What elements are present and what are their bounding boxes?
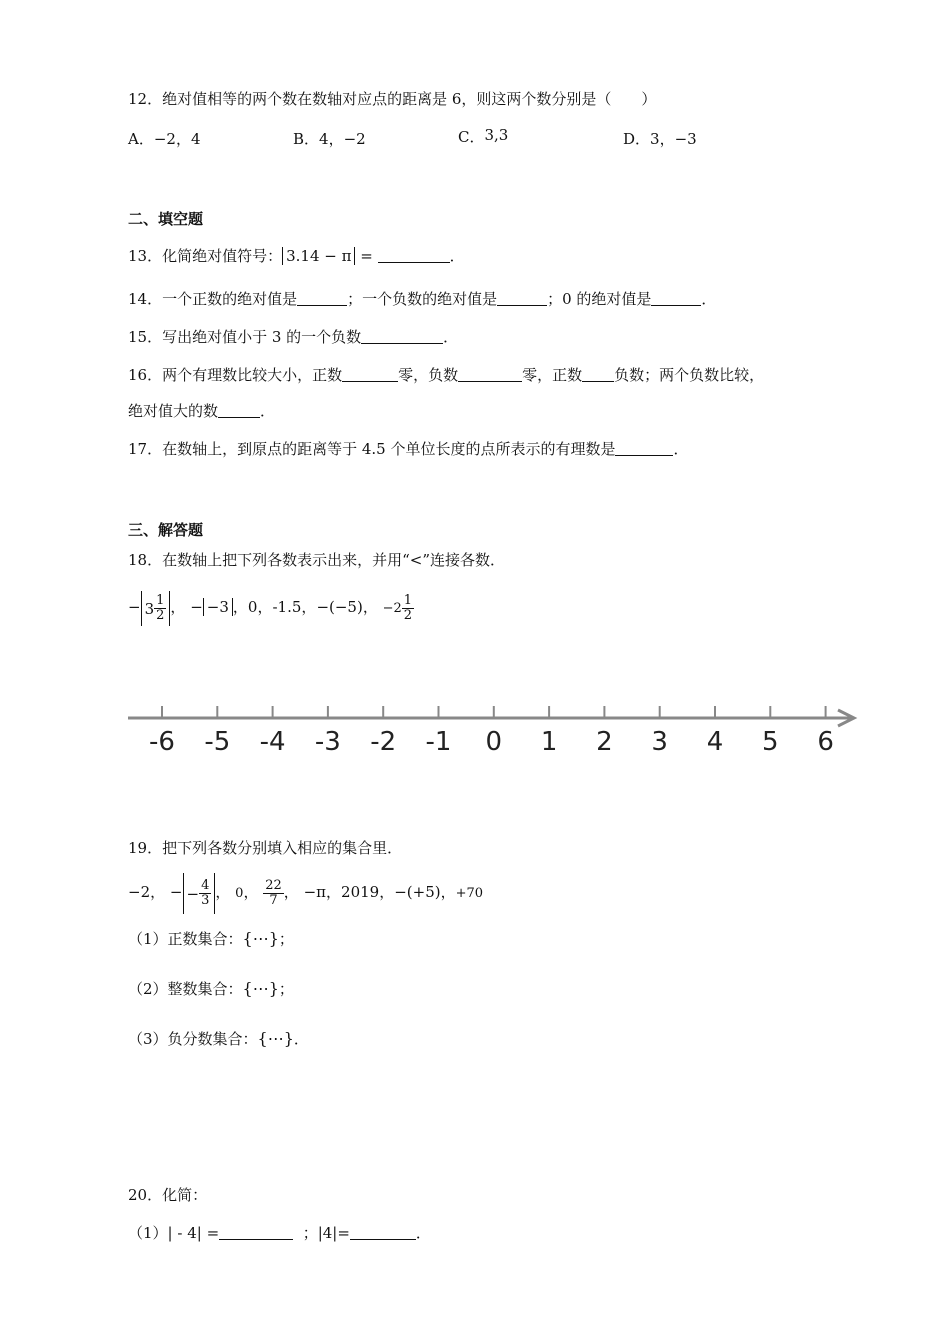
q15-text: 15．写出绝对值小于 3 的一个负数	[128, 328, 362, 346]
q17-blank[interactable]	[615, 440, 673, 456]
q19-sub3-end: ．	[293, 1030, 309, 1048]
q19-sub-3	[128, 1028, 309, 1050]
q20-sub1-text-a: （1）| - 4| =	[128, 1224, 220, 1242]
number-line-label: 5	[762, 727, 779, 757]
q20-sub1-text-b: ；|4|=	[302, 1224, 350, 1242]
number-line-label: -5	[204, 727, 231, 757]
q14-text-b: ；一个负数的绝对值是	[347, 290, 498, 308]
q18-n1-whole: 3	[144, 599, 155, 618]
q18-numbers	[128, 590, 414, 626]
q19-n5: −π	[303, 883, 327, 901]
separator: ，	[243, 883, 259, 901]
q19-sub-2	[128, 978, 294, 1000]
separator: ，	[301, 598, 317, 616]
number-line-label: -4	[259, 727, 286, 757]
q17	[128, 438, 689, 460]
q12-option-b[interactable]	[293, 128, 366, 149]
number-line-label: 4	[706, 727, 724, 757]
q14-text-a: 14．一个正数的绝对值是	[128, 290, 298, 308]
separator: ，	[326, 883, 342, 901]
q16-line-1	[128, 364, 764, 386]
q19-sub2-label: （2）整数集合：	[128, 980, 243, 998]
q16-end: ．	[260, 402, 276, 420]
q18-n6-whole: −2	[382, 601, 402, 616]
q15-blank[interactable]	[361, 328, 443, 344]
q18-n2-sign: −	[190, 598, 203, 616]
q20-end: ．	[415, 1224, 431, 1242]
q19-n1: −2	[128, 883, 151, 901]
q14-text-c: ；0 的绝对值是	[547, 290, 652, 308]
q17-end: ．	[673, 440, 689, 458]
q17-text: 17．在数轴上，到原点的距离等于 4.5 个单位长度的点所表示的有理数是	[128, 440, 616, 458]
q18-n4: -1.5	[272, 598, 302, 616]
q16-blank-3[interactable]	[582, 366, 614, 382]
option-letter: C．	[458, 128, 485, 146]
separator: ，	[283, 883, 299, 901]
section-title-solve: 三、解答题	[128, 521, 204, 539]
separator: ，	[150, 883, 166, 901]
number-line-label: 0	[485, 727, 503, 757]
number-line-marks	[149, 706, 834, 757]
q19-n2-fraction	[199, 879, 211, 908]
q16-text-a: 16．两个有理数比较大小，正数	[128, 366, 343, 384]
q19-n2-inner-sign: −	[186, 884, 200, 903]
q19-n6: 2019	[341, 883, 380, 901]
option-text: 3,3	[484, 126, 509, 144]
q16-line-2	[128, 400, 275, 422]
q19-n2-sign: −	[169, 883, 183, 901]
q13-abs-expression: 3.14 − π	[282, 247, 355, 265]
q16-text-c: 零，正数	[522, 366, 583, 384]
fraction-denominator: 7	[269, 892, 278, 908]
q18-n5: −(−5)	[316, 598, 363, 616]
number-line-label: -3	[314, 727, 341, 757]
option-text: −2，4	[153, 130, 201, 148]
number-line-label: -6	[149, 727, 175, 757]
q13-prefix: 13．化简绝对值符号：	[128, 247, 283, 265]
fraction-denominator: 3	[201, 893, 210, 908]
q16-text-e: 绝对值大的数	[128, 402, 219, 420]
option-letter: D．	[623, 130, 651, 148]
q19-sub3-set[interactable]: {⋯}	[257, 1029, 294, 1048]
q16-blank-1[interactable]	[342, 366, 398, 382]
q19-n3: 0	[235, 886, 244, 901]
number-line-label: 2	[596, 727, 613, 757]
q19-sub2-set[interactable]: {⋯}	[242, 979, 279, 998]
q14-blank-3[interactable]	[651, 290, 701, 306]
q18-stem: 18．在数轴上把下列各数表示出来，并用“<”连接各数．	[128, 551, 505, 569]
q13-answer-blank[interactable]	[378, 247, 450, 263]
q20-sub-1	[128, 1222, 431, 1244]
fraction-numerator: 4	[201, 878, 210, 893]
fraction-numerator: 1	[156, 593, 165, 608]
q18-n2-abs: −3	[203, 598, 233, 616]
q19-n8: +70	[455, 886, 484, 901]
q19-sub-1	[128, 928, 294, 950]
q19-stem: 19．把下列各数分别填入相应的集合里．	[128, 839, 403, 857]
q14	[128, 288, 716, 310]
separator: ，	[440, 883, 456, 901]
option-letter: A．	[128, 130, 154, 148]
q18-n1-fraction	[154, 594, 166, 623]
q19-sub2-end: ；	[278, 980, 294, 998]
separator: ，	[170, 598, 186, 616]
q13-equals: =	[355, 247, 378, 265]
number-line-label: -1	[425, 727, 452, 757]
q13-end: ．	[449, 247, 465, 265]
q19-sub1-label: （1）正数集合：	[128, 930, 243, 948]
fraction-denominator: 2	[403, 607, 413, 623]
number-line-label: 6	[817, 727, 834, 757]
q12-option-a[interactable]	[128, 128, 201, 149]
separator: ，	[257, 598, 273, 616]
separator: ，	[362, 598, 378, 616]
q15	[128, 326, 458, 348]
separator: ，	[379, 883, 395, 901]
q16-blank-2[interactable]	[458, 366, 522, 382]
number-line-label: 3	[651, 727, 668, 757]
q14-end: ．	[701, 290, 717, 308]
q19-n7: −(+5)	[394, 883, 441, 901]
separator: ，	[215, 883, 231, 901]
q14-blank-1[interactable]	[297, 290, 347, 306]
q12-option-c[interactable]	[458, 126, 508, 147]
q20-blank-1[interactable]	[219, 1224, 293, 1240]
q16-blank-4[interactable]	[218, 402, 260, 418]
separator: ，	[232, 598, 248, 616]
q12-option-d[interactable]	[623, 128, 697, 149]
number-line[interactable]	[0, 690, 950, 770]
q12-stem: 12．绝对值相等的两个数在数轴对应点的距离是 6，则这两个数分别是（ ）	[128, 90, 657, 108]
number-line-label: -2	[370, 727, 397, 757]
section-title-fill-in: 二、填空题	[128, 210, 204, 228]
q19-n2-abs	[183, 873, 216, 914]
fraction-denominator: 2	[156, 608, 165, 623]
q18-n1-abs	[141, 591, 171, 626]
q19-sub3-label: （3）负分数集合：	[128, 1030, 258, 1048]
q19-n4-fraction	[263, 879, 284, 908]
q15-end: ．	[443, 328, 459, 346]
option-letter: B．	[293, 130, 320, 148]
fraction-numerator: 1	[403, 592, 413, 608]
number-line-label: 1	[540, 727, 558, 757]
q14-blank-2[interactable]	[497, 290, 547, 306]
q16-text-d: 负数；两个负数比较，	[614, 366, 765, 384]
q18-n3: 0	[247, 598, 258, 616]
q19-numbers	[128, 872, 483, 914]
q13	[128, 245, 465, 267]
q18-n6-fraction	[402, 594, 414, 623]
q20-stem: 20．化简：	[128, 1186, 208, 1204]
option-text: 3，−3	[650, 130, 697, 148]
fraction-numerator: 22	[265, 877, 282, 893]
option-text: 4，−2	[319, 130, 366, 148]
q19-sub1-set[interactable]: {⋯}	[242, 929, 279, 948]
q16-text-b: 零，负数	[398, 366, 459, 384]
q20-blank-2[interactable]	[350, 1224, 416, 1240]
q18-n1-sign: −	[128, 598, 141, 616]
q19-sub1-end: ；	[278, 930, 294, 948]
